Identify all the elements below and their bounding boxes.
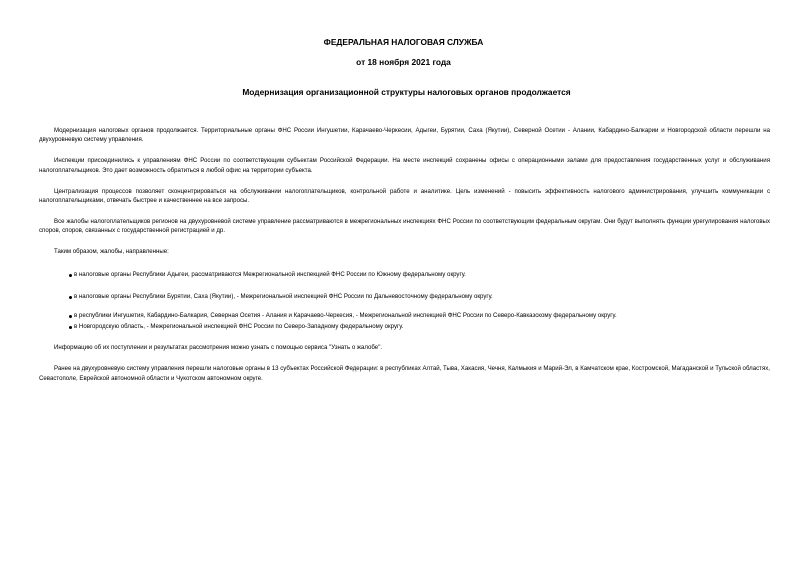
bullet-icon	[69, 274, 72, 277]
list-item-text: в Новгородскую область, - Межрегиональной инспекцией ФНС России по Северо-Западному федеральному округу.	[74, 323, 404, 331]
paragraph-3: Централизация процессов позволяет сконцентрироваться на обслуживании налогоплательщиков, контрольной работе и аналитике. Цель изменений - повысить эффективность налогового администрирования, улучшить коммуникации с налогоплательщиками, отвечать быстрее и качественнее на все запросы.	[39, 187, 770, 205]
date-heading: от 18 ноября 2021 года	[356, 57, 451, 67]
list-item	[39, 270, 770, 279]
list-item-text: в налоговые органы Республики Адыгеи, рассматриваются Межрегиональной инспекцией ФНС России по Южному федеральному округу.	[74, 270, 466, 278]
list-item-text: в республики Ингушетия, Кабардино-Балкария, Северная Осетия - Алания и Карачаево-Черкесия, - Межрегиональной инспекцией ФНС России по Северо-Кавказскому федеральному округу.	[74, 312, 617, 320]
paragraph-2: Инспекции присоединились к управлениям ФНС России по соответствующим субъектам Российской Федерации. На месте инспекций сохранены офисы с операционными залами для предоставления государственных услуг и обслуживания налогоплательщиков. Это дает возможность обратиться в любой офис на территории субъекта.	[39, 157, 770, 174]
bullet-icon	[69, 315, 72, 318]
paragraph-7: Ранее на двухуровневую систему управления перешли налоговые органы в 13 субъектах Российской Федерации: в республиках Алтай, Тыва, Хакасия, Чечня, Калмыкия и Марий-Эл, в Камчатском крае, Костромской, Магаданской и Тульской областях, Севастополе, Еврейской автономной области и Чукотском автономном округе.	[39, 365, 770, 382]
agency-heading: ФЕДЕРАЛЬНАЯ НАЛОГОВАЯ СЛУЖБА	[323, 37, 484, 47]
paragraph-1: Модернизация налоговых органов продолжается. Территориальные органы ФНС России Ингушетии, Карачаево-Черкесии, Адыгеи, Бурятии, Саха (Якутии), Северной Осетии - Алании, Кабардино-Балкарии и Новгородской области перешли на двухуровневую систему управления.	[39, 127, 770, 144]
bullet-icon	[69, 326, 72, 329]
paragraph-5: Таким образом, жалобы, направленные:	[54, 248, 169, 256]
list-item-text: в налоговые органы Республики Бурятии, Саха (Якутии), - Межрегиональной инспекцией ФНС России по Дальневосточному федеральному округу.	[74, 293, 493, 301]
list-item	[39, 322, 770, 331]
paragraph-4: Все жалобы налогоплательщиков регионов на двухуровневой системе управление рассматриваются в межрегиональных инспекциях ФНС России по соответствующим федеральным округам. Они будут выполнять функции урегулирования налоговых споров, споров, связанных с государственной регистрацией и др.	[39, 217, 770, 235]
list-item	[39, 292, 770, 301]
document-title: Модернизация организационной структуры налоговых органов продолжается	[242, 87, 571, 97]
bullet-icon	[69, 296, 72, 299]
list-item	[39, 311, 770, 320]
document-body	[39, 126, 770, 383]
paragraph-6: Информацию об их поступлении и результатах рассмотрения можно узнать с помощью сервиса "Узнать о жалобе".	[54, 344, 383, 352]
